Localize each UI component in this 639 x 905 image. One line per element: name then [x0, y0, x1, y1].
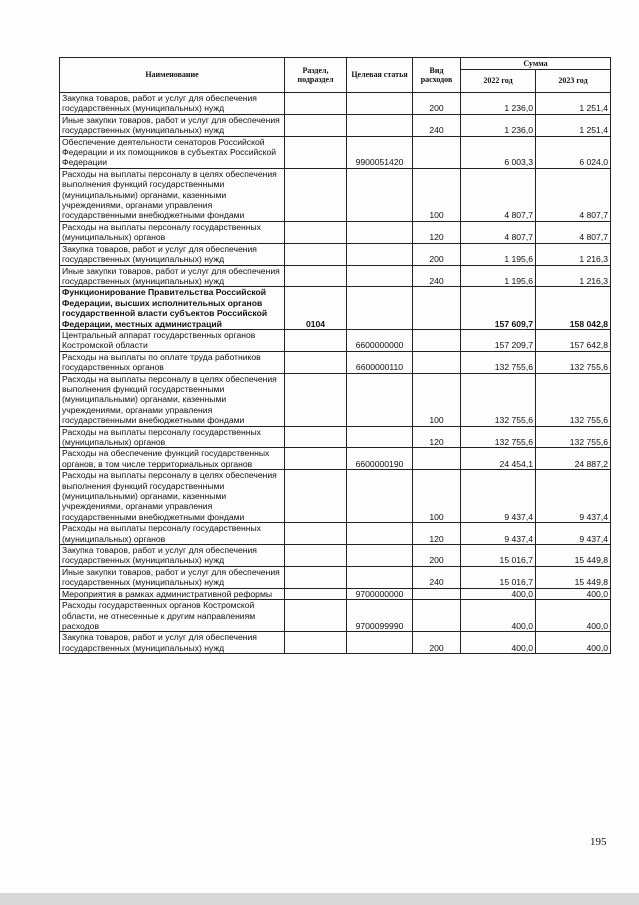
cell-section	[285, 243, 347, 265]
table-row	[60, 588, 611, 599]
cell-type	[413, 351, 461, 373]
cell-section	[285, 373, 347, 426]
cell-sum-2022: 4 807,7	[461, 221, 536, 243]
cell-section	[285, 545, 347, 567]
cell-sum-2022: 132 755,6	[461, 373, 536, 426]
cell-sum-2022: 400,0	[461, 600, 536, 632]
cell-type: 100	[413, 373, 461, 426]
scan-edge	[0, 893, 639, 905]
cell-target	[347, 632, 413, 654]
table-row	[60, 114, 611, 136]
cell-sum-2022: 9 437,4	[461, 523, 536, 545]
table-row	[60, 373, 611, 426]
cell-target: 6600000110	[347, 351, 413, 373]
cell-sum-2023: 1 251,4	[536, 114, 611, 136]
cell-name: Иные закупки товаров, работ и услуг для обеспечения государственных (муниципальных) нужд	[60, 114, 285, 136]
cell-type: 200	[413, 632, 461, 654]
table-row	[60, 545, 611, 567]
cell-target	[347, 470, 413, 523]
cell-sum-2023: 132 755,6	[536, 373, 611, 426]
cell-target: 9700099990	[347, 600, 413, 632]
cell-target: 6600000190	[347, 448, 413, 470]
cell-sum-2022: 1 195,6	[461, 265, 536, 287]
page-number: 195	[590, 836, 607, 848]
cell-name: Обеспечение деятельности сенаторов Российской Федерации и их помощников в субъектах Российской Федерации	[60, 136, 285, 168]
table-row	[60, 168, 611, 221]
table-row	[60, 287, 611, 330]
table-row	[60, 632, 611, 654]
cell-section	[285, 93, 347, 115]
cell-sum-2023: 158 042,8	[536, 287, 611, 330]
cell-type	[413, 588, 461, 599]
cell-sum-2022: 1 236,0	[461, 114, 536, 136]
cell-name: Расходы на выплаты персоналу государственных (муниципальных) органов	[60, 426, 285, 448]
cell-section	[285, 426, 347, 448]
table-row	[60, 566, 611, 588]
table-row	[60, 243, 611, 265]
cell-type: 240	[413, 114, 461, 136]
cell-type	[413, 600, 461, 632]
cell-name: Центральный аппарат государственных органов Костромской области	[60, 329, 285, 351]
cell-name: Закупка товаров, работ и услуг для обеспечения государственных (муниципальных) нужд	[60, 93, 285, 115]
cell-sum-2023: 9 437,4	[536, 523, 611, 545]
header-name: Наименование	[60, 58, 285, 93]
cell-name: Расходы на выплаты персоналу государственных (муниципальных) органов	[60, 221, 285, 243]
cell-sum-2023: 9 437,4	[536, 470, 611, 523]
cell-sum-2022: 157 209,7	[461, 329, 536, 351]
cell-section	[285, 470, 347, 523]
cell-section	[285, 114, 347, 136]
cell-section	[285, 523, 347, 545]
table-row	[60, 426, 611, 448]
table-row	[60, 329, 611, 351]
cell-name: Функционирование Правительства Российской Федерации, высших исполнительных органов государственной власти субъектов Российской Федерации, местных администраций	[60, 287, 285, 330]
cell-sum-2023: 1 251,4	[536, 93, 611, 115]
table-row	[60, 470, 611, 523]
cell-target	[347, 114, 413, 136]
cell-type	[413, 287, 461, 330]
cell-name: Иные закупки товаров, работ и услуг для обеспечения государственных (муниципальных) нужд	[60, 566, 285, 588]
cell-sum-2023: 4 807,7	[536, 168, 611, 221]
cell-target	[347, 168, 413, 221]
cell-name: Мероприятия в рамках административной реформы	[60, 588, 285, 599]
cell-name: Расходы государственных органов Костромской области, не отнесенные к другим направлениям расходов	[60, 600, 285, 632]
cell-target: 9700000000	[347, 588, 413, 599]
cell-sum-2023: 132 755,6	[536, 351, 611, 373]
cell-sum-2022: 15 016,7	[461, 545, 536, 567]
cell-sum-2023: 15 449,8	[536, 566, 611, 588]
cell-name: Расходы на выплаты персоналу в целях обеспечения выполнения функций государственными (муниципальными) органами, казенными учреждениями, органами управления государственными внебюджетными фондами	[60, 470, 285, 523]
cell-sum-2023: 1 216,3	[536, 243, 611, 265]
table-row	[60, 448, 611, 470]
cell-sum-2023: 132 755,6	[536, 426, 611, 448]
cell-target	[347, 221, 413, 243]
cell-target	[347, 93, 413, 115]
header-year-2023: 2023 год	[536, 70, 611, 93]
cell-type: 240	[413, 265, 461, 287]
cell-target	[347, 287, 413, 330]
cell-section	[285, 329, 347, 351]
cell-sum-2023: 400,0	[536, 600, 611, 632]
cell-section	[285, 265, 347, 287]
cell-sum-2022: 132 755,6	[461, 351, 536, 373]
table-body	[60, 93, 611, 654]
cell-sum-2022: 400,0	[461, 632, 536, 654]
cell-target: 9900051420	[347, 136, 413, 168]
cell-target	[347, 545, 413, 567]
cell-sum-2022: 132 755,6	[461, 426, 536, 448]
cell-type	[413, 448, 461, 470]
cell-target	[347, 566, 413, 588]
cell-target	[347, 426, 413, 448]
cell-section	[285, 136, 347, 168]
cell-type: 120	[413, 221, 461, 243]
cell-sum-2022: 400,0	[461, 588, 536, 599]
header-sum: Сумма	[461, 58, 611, 70]
cell-section	[285, 221, 347, 243]
table-row	[60, 351, 611, 373]
cell-name: Расходы на выплаты персоналу государственных (муниципальных) органов	[60, 523, 285, 545]
cell-type: 200	[413, 545, 461, 567]
cell-target: 6600000000	[347, 329, 413, 351]
budget-table	[59, 57, 611, 654]
cell-type	[413, 329, 461, 351]
cell-type: 100	[413, 168, 461, 221]
cell-sum-2023: 24 887,2	[536, 448, 611, 470]
cell-section: 0104	[285, 287, 347, 330]
header-target: Целевая статья	[347, 58, 413, 93]
cell-type: 120	[413, 426, 461, 448]
cell-target	[347, 243, 413, 265]
table-row	[60, 600, 611, 632]
table-row	[60, 221, 611, 243]
cell-sum-2023: 15 449,8	[536, 545, 611, 567]
table-header	[60, 58, 611, 93]
cell-sum-2022: 6 003,3	[461, 136, 536, 168]
header-section: Раздел, подраздел	[285, 58, 347, 93]
cell-sum-2022: 1 195,6	[461, 243, 536, 265]
table-row	[60, 523, 611, 545]
cell-type: 200	[413, 243, 461, 265]
cell-target	[347, 373, 413, 426]
cell-sum-2022: 4 807,7	[461, 168, 536, 221]
cell-section	[285, 448, 347, 470]
table-row	[60, 136, 611, 168]
table-row	[60, 265, 611, 287]
cell-name: Расходы на выплаты персоналу в целях обеспечения выполнения функций государственными (муниципальными) органами, казенными учреждениями, органами управления государственными внебюджетными фондами	[60, 168, 285, 221]
cell-sum-2023: 400,0	[536, 588, 611, 599]
cell-target	[347, 265, 413, 287]
cell-section	[285, 351, 347, 373]
cell-type: 100	[413, 470, 461, 523]
cell-sum-2022: 24 454,1	[461, 448, 536, 470]
cell-target	[347, 523, 413, 545]
cell-sum-2023: 4 807,7	[536, 221, 611, 243]
cell-name: Закупка товаров, работ и услуг для обеспечения государственных (муниципальных) нужд	[60, 632, 285, 654]
cell-type	[413, 136, 461, 168]
cell-sum-2023: 157 642,8	[536, 329, 611, 351]
cell-sum-2023: 6 024,0	[536, 136, 611, 168]
cell-name: Расходы на обеспечение функций государственных органов, в том числе территориальных органов	[60, 448, 285, 470]
cell-sum-2023: 400,0	[536, 632, 611, 654]
cell-name: Иные закупки товаров, работ и услуг для обеспечения государственных (муниципальных) нужд	[60, 265, 285, 287]
cell-section	[285, 632, 347, 654]
cell-name: Расходы на выплаты по оплате труда работников государственных органов	[60, 351, 285, 373]
cell-sum-2022: 15 016,7	[461, 566, 536, 588]
cell-type: 120	[413, 523, 461, 545]
cell-type: 200	[413, 93, 461, 115]
cell-name: Закупка товаров, работ и услуг для обеспечения государственных (муниципальных) нужд	[60, 243, 285, 265]
cell-name: Закупка товаров, работ и услуг для обеспечения государственных (муниципальных) нужд	[60, 545, 285, 567]
header-year-2022: 2022 год	[461, 70, 536, 93]
cell-section	[285, 168, 347, 221]
cell-name: Расходы на выплаты персоналу в целях обеспечения выполнения функций государственными (муниципальными) органами, казенными учреждениями, органами управления государственными внебюджетными фондами	[60, 373, 285, 426]
cell-section	[285, 566, 347, 588]
cell-sum-2022: 157 609,7	[461, 287, 536, 330]
cell-sum-2022: 9 437,4	[461, 470, 536, 523]
cell-section	[285, 600, 347, 632]
cell-section	[285, 588, 347, 599]
cell-sum-2023: 1 216,3	[536, 265, 611, 287]
cell-type: 240	[413, 566, 461, 588]
cell-sum-2022: 1 236,0	[461, 93, 536, 115]
header-type: Вид расходов	[413, 58, 461, 93]
table-row	[60, 93, 611, 115]
